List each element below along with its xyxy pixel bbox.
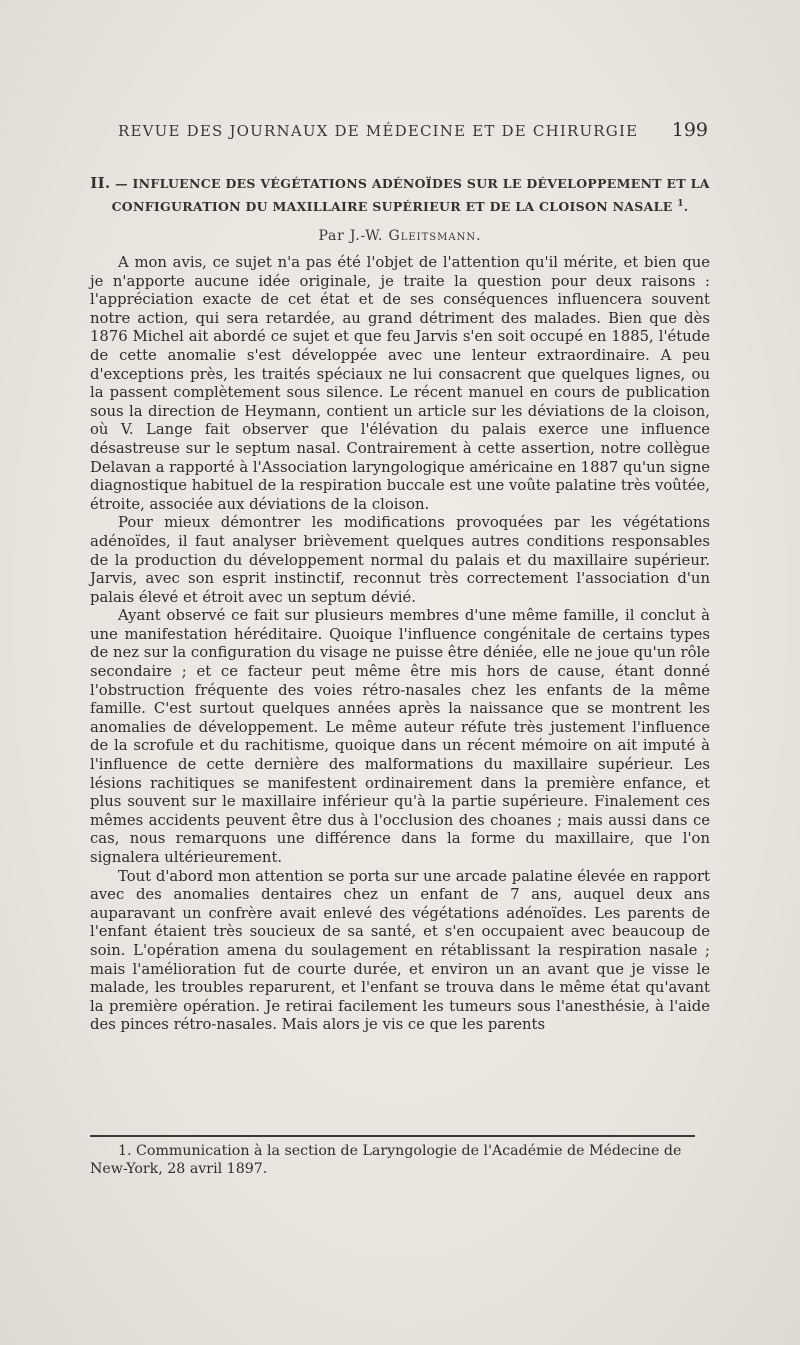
author-line	[90, 228, 710, 244]
footnote	[90, 1142, 710, 1178]
paragraph: Pour mieux démontrer les modifications provoquées par les végétations adénoïdes, il faut analyser brièvement quelques autres conditions responsables de la production du développement normal du palais et du maxillaire supérieur. Jarvis, avec son esprit instinctif, reconnut très correctement l'association d'un palais élevé et étroit avec un septum dévié.	[90, 514, 710, 606]
footnote-marker: 1	[677, 199, 684, 209]
paragraph: Tout d'abord mon attention se porta sur une arcade palatine élevée en rapport avec des anomalies dentaires chez un enfant de 7 ans, auquel deux ans auparavant un confrère avait enlevé des végétations adénoïdes. Les parents de l'enfant étaient très soucieux de sa santé, et s'en occupaient avec beaucoup de soin. L'opération amena du soulagement en rétablissant la respiration nasale ; mais l'amélioration fut de courte durée, et environ un an avant que je visse le malade, les troubles reparurent, et l'enfant se trouva dans le même état qu'avant la première opération. Je retirai facilement les tumeurs sous l'anesthésie, à l'aide des pinces rétro-nasales. Mais alors je vis ce que les parents	[90, 867, 710, 1034]
running-title: REVUE DES JOURNAUX DE MÉDECINE ET DE CHIRURGIE	[118, 122, 639, 140]
running-head	[118, 119, 708, 148]
author-name: Gleitsmann.	[388, 228, 482, 244]
page-number: 199	[671, 119, 708, 141]
body-text	[90, 254, 710, 1035]
title-end: .	[683, 199, 689, 215]
title-line-1: — INFLUENCE DES VÉGÉTATIONS ADÉNOÏDES SUR LE DÉVELOPPEMENT ET LA	[110, 176, 710, 191]
footnote-rule	[90, 1135, 695, 1137]
paragraph: A mon avis, ce sujet n'a pas été l'objet de l'attention qu'il mérite, et bien que je n'apporte aucune idée originale, je traite la question pour deux raisons : l'appréciation exacte de cet état et de ses conséquences influencera souvent notre action, qui sera retardée, au grand détriment des malades. Bien que dès 1876 Michel ait abordé ce sujet et que feu Jarvis s'en soit occupé en 1885, l'étude de cette anomalie s'est développée avec une lenteur extraordinaire. A peu d'exceptions près, les traités spéciaux ne lui consacrent que quelques lignes, ou la passent complètement sous silence. Le récent manuel en cours de publication sous la direction de Heymann, contient un article sur les déviations de la cloison, où V. Lange fait observer que l'élévation du palais exerce une influence désastreuse sur le septum nasal. Contrairement à cette assertion, notre collègue Delavan a rapporté à l'Association laryngologique américaine en 1887 qu'un signe diagnostique habituel de la respiration buccale est une voûte palatine très voûtée, étroite, associée aux déviations de la cloison.	[90, 254, 710, 513]
author-prefix: Par J.-W.	[318, 228, 384, 244]
footnote-text: 1. Communication à la section de Laryngologie de l'Académie de Médecine de New-York, 28 avril 1897.	[90, 1143, 682, 1177]
paragraph: Ayant observé ce fait sur plusieurs membres d'une même famille, il conclut à une manifestation héréditaire. Quoique l'influence congénitale de certains types de nez sur la configuration du visage ne puisse être déniée, elle ne joue qu'un rôle secondaire ; et ce facteur peut même être mis hors de cause, étant donné l'obstruction fréquente des voies rétro-nasales chez les enfants de la même famille. C'est surtout quelques années après la naissance que se montrent les anomalies de développement. Le même auteur réfute très justement l'influence de la scrofule et du rachitisme, quoique dans un récent mémoire on ait imputé à l'influence de cette dernière des malformations du maxillaire supérieur. Les lésions rachitiques se manifestent ordinairement dans la première enfance, et plus souvent sur le maxillaire inférieur qu'à la partie supérieure. Finalement ces mêmes accidents peuvent être dus à l'occlusion des choanes ; mais aussi dans ce cas, nous remarquons une différence dans la forme du maxillaire, que l'on signalera ultérieurement.	[90, 607, 710, 866]
article-number: II.	[90, 174, 111, 192]
title-line-2: CONFIGURATION DU MAXILLAIRE SUPÉRIEUR ET DE LA CLOISON NASALE	[111, 199, 673, 215]
article-title	[90, 173, 710, 217]
